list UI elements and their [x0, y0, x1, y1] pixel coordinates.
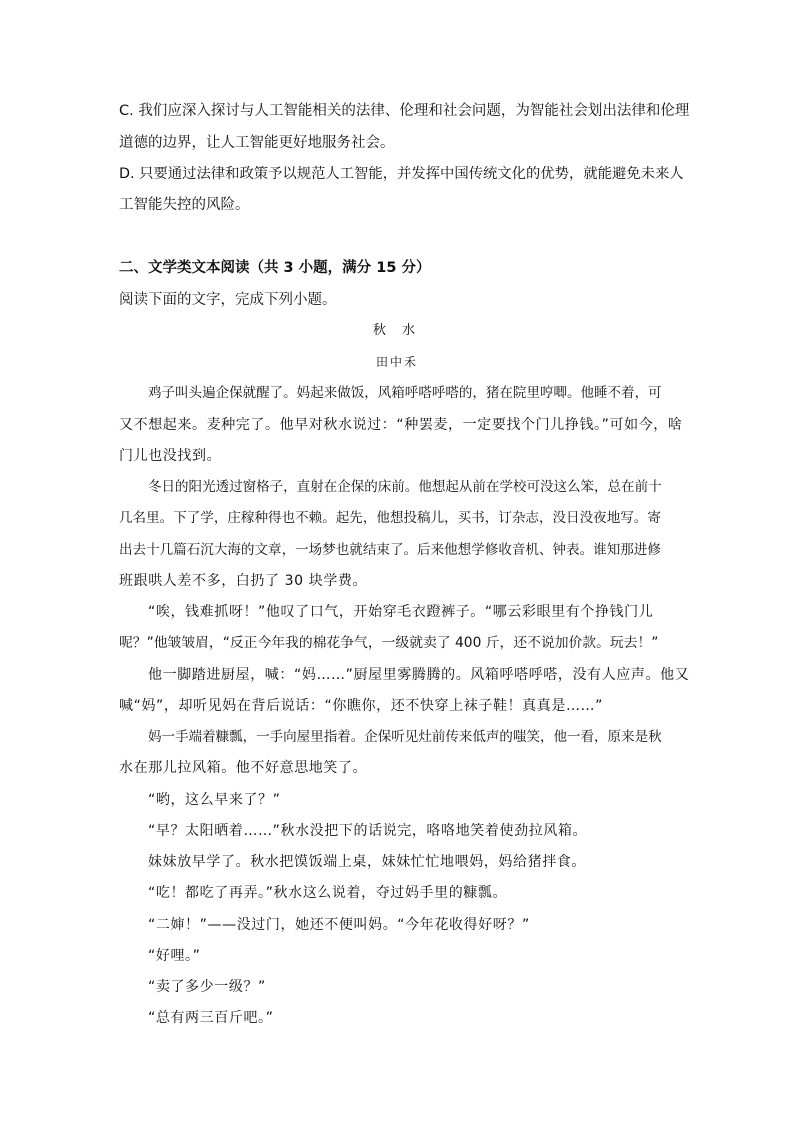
- story-line: “好哩。”: [148, 948, 201, 964]
- story-author: 田中禾: [375, 355, 418, 369]
- story-line: 水在那儿拉风箱。他不好意思地笑了。: [119, 760, 368, 776]
- story-line: 又不想起来。麦种完了。他早对秋水说过：“种罢麦，一定要找个门儿挣钱。”可如今，啥: [119, 417, 683, 433]
- story-line: 几名里。下了学，庄稼种得也不赖。起先，他想投稿儿，买书，订杂志，没日没夜地写。寄: [119, 510, 661, 526]
- option-d-line-1: D. 只要通过法律和政策予以规范人工智能，并发挥中国传统文化的优势，就能避免未来人: [119, 166, 684, 182]
- story-line: “哟，这么早来了？”: [148, 792, 281, 808]
- story-line: “早？太阳晒着……”秋水没把下的话说完，咯咯地笑着使劲拉风箱。: [148, 823, 588, 839]
- story-line: 喊“妈”，却听见妈在背后说话：“你瞧你，还不快穿上袜子鞋！真真是……”: [119, 698, 604, 714]
- story-line: “吃！都吃了再弄。”秋水这么说着，夺过妈手里的糠瓢。: [148, 885, 508, 901]
- story-line: “二婶！”——没过门，她还不便叫妈。“今年花收得好呀？”: [148, 917, 530, 933]
- story-line: 门儿也没找到。: [119, 448, 222, 464]
- story-line: 出去十几篇石沉大海的文章，一场梦也就结束了。后来他想学修收音机、钟表。谁知那进修: [119, 542, 661, 558]
- story-line: 呢？”他皱皱眉，“反正今年我的棉花争气，一级就卖了 400 斤，还不说加价款。玩去！”: [119, 635, 659, 651]
- story-line: 他一脚踏进厨屋，喊：“妈……”厨屋里雾腾腾的。风箱呼嗒呼嗒，没有人应声。他又: [148, 667, 690, 683]
- story-line: 鸡子叫头遍企保就醒了。妈起来做饭，风箱呼嗒呼嗒的，猪在院里哼唧。他睡不着，可: [148, 385, 662, 401]
- story-line: “卖了多少一级？”: [148, 979, 266, 995]
- story-line: “总有两三百斤吧。”: [148, 1010, 274, 1026]
- option-d-line-2: 工智能失控的风险。: [119, 197, 250, 213]
- option-c-line-2: 道德的边界，让人工智能更好地服务社会。: [119, 135, 395, 151]
- story-line: 冬日的阳光透过窗格子，直射在企保的床前。他想起从前在学校可没这么笨，总在前十: [148, 479, 662, 495]
- story-line: “唉，钱难抓呀！”他叹了口气，开始穿毛衣蹬裤子。“哪云彩眼里有个挣钱门儿: [148, 604, 654, 620]
- section-instruction: 阅读下面的文字，完成下列小题。: [119, 292, 337, 308]
- story-line: 妹妹放早学了。秋水把馍饭端上桌，妹妹忙忙地喂妈，妈给猪拌食。: [148, 854, 586, 870]
- story-line: 妈一手端着糠瓢，一手向屋里指着。企保听见灶前传来低声的嗤笑，他一看，原来是秋: [148, 729, 662, 745]
- section-heading: 二、文学类文本阅读（共 3 小题，满分 15 分）: [119, 260, 431, 276]
- story-line: 班跟哄人差不多，白扔了 30 块学费。: [119, 573, 368, 589]
- story-title: 秋 水: [372, 323, 422, 338]
- option-c-line-1: C. 我们应深入探讨与人工智能相关的法律、伦理和社会问题，为智能社会划出法律和伦理: [119, 103, 690, 119]
